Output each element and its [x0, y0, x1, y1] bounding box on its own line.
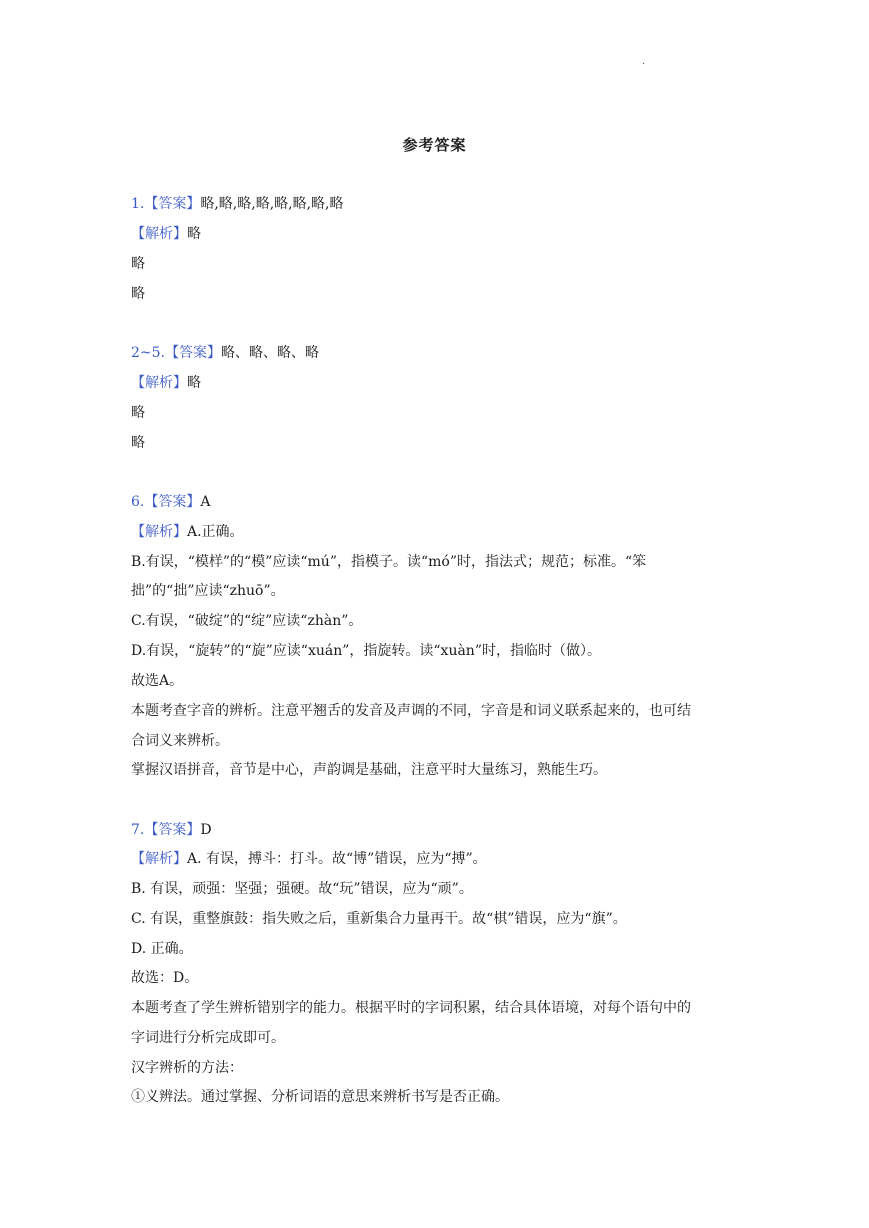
q7-line-2: D. 正确。 [131, 941, 193, 957]
q1-number: 1. [131, 196, 145, 212]
q7-line-0: B. 有误，顽强：坚强；强硬。故“玩”错误，应为“顽”。 [131, 881, 473, 897]
q1-answer-line [131, 194, 344, 214]
q7-explanation-line [131, 849, 487, 869]
q7-answer-text: D [200, 822, 212, 838]
q2-answer-tag: 【答案】 [165, 345, 221, 361]
q7-answer-tag: 【答案】 [144, 822, 201, 838]
q6-line-1: 拙”的“拙”应读“zhuō”。 [131, 583, 285, 599]
q1-explanation-text: 略 [187, 226, 201, 242]
q6-explanation-text: A.正确。 [187, 524, 244, 540]
q6-line-7: 掌握汉语拼音，音节是中心，声韵调是基础，注意平时大量练习，熟能生巧。 [131, 762, 607, 778]
q6-line-2: C.有误，“破绽”的“绽”应读“zhàn”。 [131, 613, 363, 629]
q1-answer-tag: 【答案】 [144, 196, 201, 212]
q6-answer-tag: 【答案】 [144, 494, 201, 510]
q2-explanation-tag: 【解析】 [131, 375, 187, 391]
q7-line-3: 故选：D。 [131, 970, 199, 986]
q7-explanation-text: A. 有误，搏斗：打斗。故“博”错误，应为“搏”。 [187, 851, 487, 867]
q6-line-0: B.有误，“模样”的“模”应读“mú”，指模子。读“mó”时，指法式；规范；标准。“笨 [131, 554, 647, 570]
q6-line-6: 合词义来辨析。 [131, 733, 229, 749]
q2-number: 2~5. [131, 345, 165, 361]
q6-explanation-tag: 【解析】 [131, 524, 187, 540]
q6-answer-line [131, 492, 210, 512]
q7-line-1: C. 有误，重整旗鼓：指失败之后，重新集合力量再干。故“棋”错误，应为“旗”。 [131, 911, 627, 927]
q1-line-0: 略 [131, 256, 145, 272]
q1-explanation-tag: 【解析】 [131, 226, 187, 242]
q2-line-0: 略 [131, 405, 145, 421]
header-dot: . [642, 56, 646, 67]
q2-line-1: 略 [131, 435, 145, 451]
q7-line-4: 本题考查了学生辨析错别字的能力。根据平时的字词积累，结合具体语境，对每个语句中的 [131, 1000, 691, 1016]
q7-line-6: 汉字辨析的方法： [131, 1060, 243, 1076]
q6-line-4: 故选A。 [131, 673, 184, 689]
q1-line-1: 略 [131, 286, 145, 302]
q6-line-5: 本题考查字音的辨析。注意平翘舌的发音及声调的不同，字音是和词义联系起来的，也可结 [131, 703, 691, 719]
q6-number: 6. [131, 494, 145, 510]
q2-explanation-line [131, 373, 201, 393]
q7-explanation-tag: 【解析】 [131, 851, 187, 867]
q1-explanation-line [131, 224, 201, 244]
q2-answer-text: 略、略、略、略 [221, 345, 319, 361]
page-title: 参考答案 [402, 136, 467, 154]
q1-answer-text: 略,略,略,略,略,略,略,略 [200, 196, 344, 212]
q6-answer-text: A [200, 494, 211, 510]
q7-line-5: 字词进行分析完成即可。 [131, 1030, 285, 1046]
q6-explanation-line [131, 522, 244, 542]
q7-line-7: ①义辨法。通过掌握、分析词语的意思来辨析书写是否正确。 [131, 1089, 509, 1105]
q7-answer-line [131, 820, 212, 840]
q7-number: 7. [131, 822, 145, 838]
q6-line-3: D.有误，“旋转”的“旋”应读“xuán”，指旋转。读“xuàn”时，指临时（做）。 [131, 643, 601, 659]
q2-explanation-text: 略 [187, 375, 201, 391]
q2-answer-line [131, 343, 319, 363]
